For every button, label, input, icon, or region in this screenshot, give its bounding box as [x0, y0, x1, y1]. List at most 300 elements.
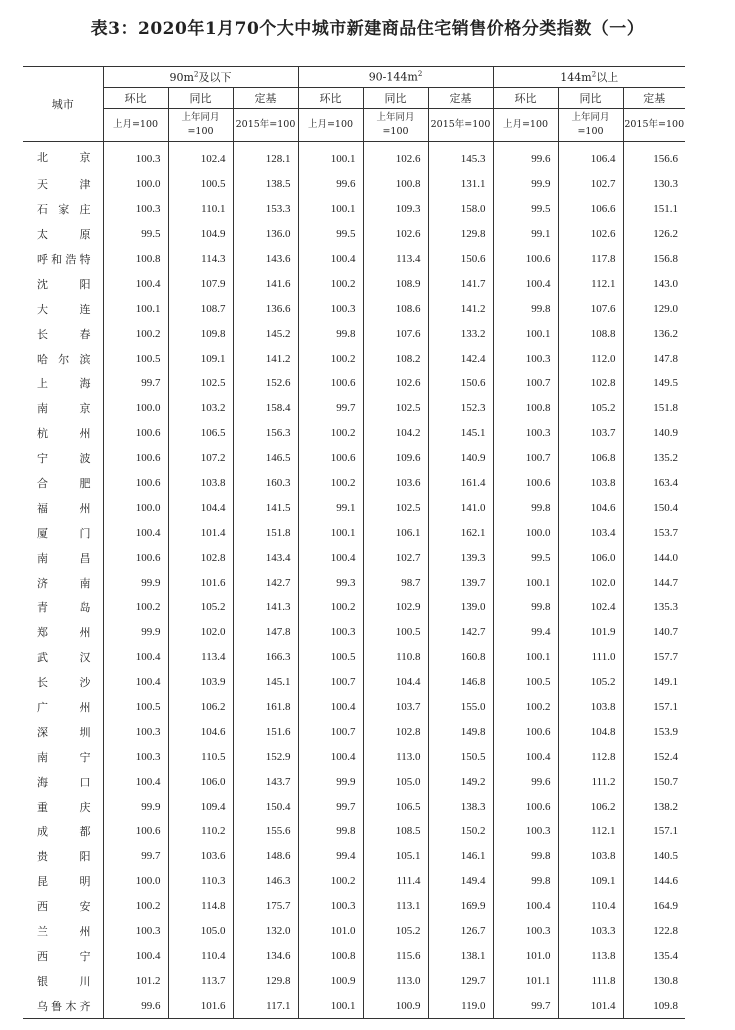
index-value: 100.4: [298, 247, 363, 272]
index-value: 100.0: [103, 495, 168, 520]
index-value: 149.1: [623, 670, 685, 695]
index-value: 146.8: [428, 670, 493, 695]
index-value: 135.3: [623, 595, 685, 620]
table-title: 表3：2020年1月70个大中城市新建商品住宅销售价格分类指数（一）: [90, 19, 645, 39]
index-value: 108.8: [558, 321, 623, 346]
index-value: 100.3: [103, 197, 168, 222]
city-column-header: 城市: [23, 67, 103, 142]
index-value: 100.7: [493, 446, 558, 471]
index-value: 131.1: [428, 172, 493, 197]
index-value: 100.4: [493, 894, 558, 919]
city-name: 南京: [37, 402, 91, 416]
index-value: 130.3: [623, 172, 685, 197]
index-value: 103.8: [168, 471, 233, 496]
index-value: 117.8: [558, 247, 623, 272]
city-name: 宁波: [37, 452, 91, 466]
index-value: 101.0: [493, 944, 558, 969]
table-row: [23, 794, 685, 819]
index-value: 100.4: [103, 769, 168, 794]
index-value: 145.1: [428, 421, 493, 446]
index-value: 166.3: [233, 645, 298, 670]
index-value: 98.7: [363, 570, 428, 595]
index-value: 107.9: [168, 271, 233, 296]
index-value: 163.4: [623, 471, 685, 496]
index-value: 101.4: [558, 993, 623, 1018]
index-value: 151.6: [233, 719, 298, 744]
index-value: 152.4: [623, 744, 685, 769]
index-value: 100.3: [298, 620, 363, 645]
index-value: 111.4: [363, 869, 428, 894]
index-value: 99.8: [493, 595, 558, 620]
table-row: [23, 595, 685, 620]
index-value: 138.2: [623, 794, 685, 819]
city-name: 合肥: [37, 477, 91, 491]
index-value: 100.5: [103, 346, 168, 371]
index-value: 108.5: [363, 819, 428, 844]
index-value: 102.4: [558, 595, 623, 620]
table-row: [23, 396, 685, 421]
index-value: 102.8: [168, 545, 233, 570]
index-value: 100.4: [103, 520, 168, 545]
index-value: 100.2: [298, 346, 363, 371]
index-value: 103.6: [363, 471, 428, 496]
index-value: 100.8: [363, 172, 428, 197]
index-value: 142.7: [428, 620, 493, 645]
index-value: 103.8: [558, 471, 623, 496]
index-value: 100.4: [298, 744, 363, 769]
index-value: 150.2: [428, 819, 493, 844]
index-value: 99.3: [298, 570, 363, 595]
index-value: 100.4: [103, 645, 168, 670]
city-name: 南昌: [37, 551, 91, 565]
index-value: 99.9: [298, 769, 363, 794]
index-value: 102.5: [363, 495, 428, 520]
city-name: 上海: [37, 377, 91, 391]
index-value: 99.8: [493, 296, 558, 321]
sub-header-mom: 环比: [103, 88, 168, 109]
index-value: 104.6: [558, 495, 623, 520]
index-value: 109.1: [168, 346, 233, 371]
index-value: 139.3: [428, 545, 493, 570]
index-value: 105.1: [363, 844, 428, 869]
index-value: 100.2: [298, 869, 363, 894]
index-value: 103.2: [168, 396, 233, 421]
index-value: 141.7: [428, 271, 493, 296]
index-value: 145.2: [233, 321, 298, 346]
index-value: 100.3: [298, 894, 363, 919]
table-row: [23, 894, 685, 919]
index-value: 146.1: [428, 844, 493, 869]
index-value: 100.6: [103, 446, 168, 471]
index-value: 113.8: [558, 944, 623, 969]
index-value: 150.5: [428, 744, 493, 769]
city-name: 济南: [37, 576, 91, 590]
city-name: 太原: [37, 228, 91, 242]
index-value: 100.2: [298, 595, 363, 620]
base-header-prev-month: 上月=100: [493, 109, 558, 142]
index-value: 164.9: [623, 894, 685, 919]
index-value: 100.3: [103, 744, 168, 769]
index-value: 100.5: [168, 172, 233, 197]
index-value: 99.9: [103, 620, 168, 645]
index-value: 102.8: [363, 719, 428, 744]
index-value: 100.2: [298, 421, 363, 446]
index-value: 100.3: [493, 819, 558, 844]
index-value: 111.8: [558, 968, 623, 993]
index-value: 100.6: [298, 371, 363, 396]
index-value: 133.2: [428, 321, 493, 346]
index-value: 106.0: [168, 769, 233, 794]
index-value: 138.1: [428, 944, 493, 969]
index-value: 147.8: [623, 346, 685, 371]
index-value: 135.4: [623, 944, 685, 969]
index-value: 149.4: [428, 869, 493, 894]
index-value: 150.6: [428, 247, 493, 272]
table-row: [23, 271, 685, 296]
sub-header-mom: 环比: [298, 88, 363, 109]
index-value: 99.8: [493, 495, 558, 520]
index-value: 100.7: [493, 371, 558, 396]
index-value: 129.8: [233, 968, 298, 993]
base-header-prev-year: 上年同月=100: [558, 109, 623, 142]
index-value: 175.7: [233, 894, 298, 919]
city-name: 沈阳: [37, 277, 91, 291]
index-value: 100.3: [298, 296, 363, 321]
group-header-small: $90m^2$及以下: [103, 67, 298, 88]
index-value: 151.8: [623, 396, 685, 421]
index-value: 150.4: [623, 495, 685, 520]
sub-header-fixed: 定基: [623, 88, 685, 109]
sub-header-fixed: 定基: [428, 88, 493, 109]
index-value: 100.7: [298, 719, 363, 744]
city-name: 广州: [37, 701, 91, 715]
index-value: 100.6: [103, 421, 168, 446]
index-value: 104.2: [363, 421, 428, 446]
index-value: 101.2: [103, 968, 168, 993]
index-value: 146.5: [233, 446, 298, 471]
index-value: 110.4: [558, 894, 623, 919]
index-value: 136.2: [623, 321, 685, 346]
index-value: 111.2: [558, 769, 623, 794]
index-value: 105.2: [363, 919, 428, 944]
index-value: 100.4: [103, 670, 168, 695]
index-value: 100.3: [103, 719, 168, 744]
index-value: 101.0: [298, 919, 363, 944]
index-value: 140.5: [623, 844, 685, 869]
index-value: 99.4: [298, 844, 363, 869]
index-value: 141.2: [233, 346, 298, 371]
sub-header-yoy: 同比: [558, 88, 623, 109]
index-value: 142.7: [233, 570, 298, 595]
index-value: 104.4: [363, 670, 428, 695]
index-value: 106.8: [558, 446, 623, 471]
index-value: 99.6: [493, 142, 558, 172]
city-name: 南宁: [37, 750, 91, 764]
index-value: 100.4: [298, 695, 363, 720]
table-row: [23, 371, 685, 396]
index-value: 149.5: [623, 371, 685, 396]
table-row: [23, 346, 685, 371]
index-value: 102.7: [363, 545, 428, 570]
group-header-medium: $90-144m^2$: [298, 67, 493, 88]
index-value: 101.9: [558, 620, 623, 645]
city-name: 重庆: [37, 800, 91, 814]
index-value: 107.2: [168, 446, 233, 471]
city-name: 乌鲁木齐: [23, 993, 103, 1018]
index-value: 100.6: [103, 471, 168, 496]
index-value: 161.8: [233, 695, 298, 720]
index-value: 99.5: [103, 222, 168, 247]
table-row: [23, 471, 685, 496]
index-value: 138.3: [428, 794, 493, 819]
table-row: [23, 993, 685, 1018]
index-value: 100.9: [363, 993, 428, 1018]
index-value: 100.8: [493, 396, 558, 421]
index-value: 100.5: [493, 670, 558, 695]
index-value: 102.5: [168, 371, 233, 396]
index-value: 132.0: [233, 919, 298, 944]
city-name: 贵阳: [37, 850, 91, 864]
index-value: 138.5: [233, 172, 298, 197]
index-value: 108.2: [363, 346, 428, 371]
index-value: 113.0: [363, 968, 428, 993]
index-value: 101.6: [168, 570, 233, 595]
index-value: 106.6: [558, 197, 623, 222]
price-index-table: [23, 66, 685, 1019]
index-value: 99.7: [298, 396, 363, 421]
index-value: 99.7: [103, 371, 168, 396]
index-value: 113.0: [363, 744, 428, 769]
index-value: 99.7: [493, 993, 558, 1018]
table-row: [23, 844, 685, 869]
index-value: 100.2: [298, 271, 363, 296]
index-value: 150.7: [623, 769, 685, 794]
city-name: 银川: [37, 974, 91, 988]
index-value: 107.6: [363, 321, 428, 346]
index-value: 99.1: [298, 495, 363, 520]
city-name: 哈尔滨: [37, 352, 91, 366]
table-row: [23, 421, 685, 446]
city-name: 福州: [37, 501, 91, 515]
index-value: 101.6: [168, 993, 233, 1018]
index-value: 144.7: [623, 570, 685, 595]
index-value: 100.8: [103, 247, 168, 272]
index-value: 100.1: [298, 197, 363, 222]
table-row: [23, 142, 685, 172]
index-value: 143.0: [623, 271, 685, 296]
city-name: 武汉: [37, 651, 91, 665]
index-value: 129.0: [623, 296, 685, 321]
city-name: 海口: [37, 775, 91, 789]
index-value: 169.9: [428, 894, 493, 919]
table-row: [23, 968, 685, 993]
index-value: 103.7: [363, 695, 428, 720]
index-value: 160.3: [233, 471, 298, 496]
index-value: 151.8: [233, 520, 298, 545]
index-value: 112.1: [558, 819, 623, 844]
table-row: [23, 719, 685, 744]
index-value: 136.0: [233, 222, 298, 247]
index-value: 104.8: [558, 719, 623, 744]
table-body: [23, 142, 685, 1019]
city-name: 深圳: [37, 725, 91, 739]
index-value: 141.2: [428, 296, 493, 321]
index-value: 100.3: [493, 346, 558, 371]
index-value: 134.6: [233, 944, 298, 969]
index-value: 109.6: [363, 446, 428, 471]
index-value: 146.3: [233, 869, 298, 894]
index-value: 100.4: [103, 944, 168, 969]
index-value: 155.0: [428, 695, 493, 720]
index-value: 156.8: [623, 247, 685, 272]
index-value: 99.8: [298, 819, 363, 844]
sub-header-yoy: 同比: [363, 88, 428, 109]
city-name: 厦门: [37, 526, 91, 540]
index-value: 100.6: [493, 719, 558, 744]
table-row: [23, 620, 685, 645]
index-value: 129.8: [428, 222, 493, 247]
index-value: 100.2: [103, 894, 168, 919]
index-value: 104.9: [168, 222, 233, 247]
city-name: 北京: [37, 150, 91, 164]
index-value: 106.4: [558, 142, 623, 172]
index-value: 104.6: [168, 719, 233, 744]
index-value: 100.9: [298, 968, 363, 993]
table-row: [23, 944, 685, 969]
index-value: 100.1: [103, 296, 168, 321]
index-value: 100.3: [103, 142, 168, 172]
index-value: 100.5: [103, 695, 168, 720]
index-value: 141.5: [233, 495, 298, 520]
index-value: 103.4: [558, 520, 623, 545]
base-header-2015: 2015年=100: [623, 109, 685, 142]
index-value: 100.4: [298, 545, 363, 570]
base-header-prev-month: 上月=100: [298, 109, 363, 142]
index-value: 99.6: [298, 172, 363, 197]
index-value: 102.6: [363, 142, 428, 172]
index-value: 100.0: [493, 520, 558, 545]
index-value: 113.7: [168, 968, 233, 993]
index-value: 103.3: [558, 919, 623, 944]
index-value: 143.7: [233, 769, 298, 794]
table-row: [23, 545, 685, 570]
table-row: [23, 222, 685, 247]
table-row: [23, 520, 685, 545]
index-value: 140.7: [623, 620, 685, 645]
index-value: 106.5: [363, 794, 428, 819]
index-value: 149.2: [428, 769, 493, 794]
index-value: 103.7: [558, 421, 623, 446]
index-value: 108.6: [363, 296, 428, 321]
index-value: 99.8: [493, 844, 558, 869]
table-row: [23, 247, 685, 272]
table-row: [23, 495, 685, 520]
index-value: 126.7: [428, 919, 493, 944]
index-value: 100.3: [493, 421, 558, 446]
table-row: [23, 919, 685, 944]
index-value: 100.1: [493, 570, 558, 595]
index-value: 102.4: [168, 142, 233, 172]
index-value: 102.6: [363, 222, 428, 247]
index-value: 105.0: [363, 769, 428, 794]
index-value: 112.0: [558, 346, 623, 371]
index-value: 156.3: [233, 421, 298, 446]
base-header-prev-month: 上月=100: [103, 109, 168, 142]
base-header-2015: 2015年=100: [233, 109, 298, 142]
group-header-large: $144m^2$以上: [493, 67, 685, 88]
index-value: 160.8: [428, 645, 493, 670]
index-value: 143.4: [233, 545, 298, 570]
index-value: 100.0: [103, 869, 168, 894]
index-value: 100.4: [493, 744, 558, 769]
index-value: 109.1: [558, 869, 623, 894]
index-value: 100.6: [493, 471, 558, 496]
index-value: 147.8: [233, 620, 298, 645]
index-value: 156.6: [623, 142, 685, 172]
index-value: 150.4: [233, 794, 298, 819]
city-name: 杭州: [37, 427, 91, 441]
index-value: 161.4: [428, 471, 493, 496]
index-value: 129.7: [428, 968, 493, 993]
table-row: [23, 446, 685, 471]
index-value: 100.1: [298, 520, 363, 545]
index-value: 144.0: [623, 545, 685, 570]
city-name: 石家庄: [37, 203, 91, 217]
sub-header-fixed: 定基: [233, 88, 298, 109]
index-value: 106.2: [168, 695, 233, 720]
index-value: 100.2: [103, 321, 168, 346]
index-value: 100.6: [493, 794, 558, 819]
index-value: 99.9: [103, 570, 168, 595]
index-value: 157.1: [623, 819, 685, 844]
index-value: 99.5: [493, 545, 558, 570]
table-row: [23, 819, 685, 844]
index-value: 119.0: [428, 993, 493, 1018]
index-value: 126.2: [623, 222, 685, 247]
index-value: 99.4: [493, 620, 558, 645]
base-header-prev-year: 上年同月=100: [363, 109, 428, 142]
index-value: 148.6: [233, 844, 298, 869]
index-value: 103.9: [168, 670, 233, 695]
city-name: 长春: [37, 327, 91, 341]
index-value: 111.0: [558, 645, 623, 670]
index-value: 104.4: [168, 495, 233, 520]
index-value: 100.0: [103, 396, 168, 421]
index-value: 143.6: [233, 247, 298, 272]
city-name: 呼和浩特: [37, 253, 91, 266]
index-value: 102.0: [558, 570, 623, 595]
index-value: 105.2: [168, 595, 233, 620]
table-row: [23, 321, 685, 346]
city-name: 西宁: [37, 949, 91, 963]
index-value: 110.8: [363, 645, 428, 670]
index-value: 100.8: [298, 944, 363, 969]
index-value: 99.6: [103, 993, 168, 1018]
base-header-2015: 2015年=100: [428, 109, 493, 142]
table-row: [23, 197, 685, 222]
index-value: 99.8: [493, 869, 558, 894]
index-value: 100.1: [298, 142, 363, 172]
index-value: 100.2: [493, 695, 558, 720]
index-value: 100.6: [103, 819, 168, 844]
index-value: 109.8: [168, 321, 233, 346]
index-value: 153.9: [623, 719, 685, 744]
index-value: 141.3: [233, 595, 298, 620]
index-value: 102.8: [558, 371, 623, 396]
index-value: 100.6: [493, 247, 558, 272]
city-name: 成都: [37, 825, 91, 839]
index-value: 99.5: [493, 197, 558, 222]
